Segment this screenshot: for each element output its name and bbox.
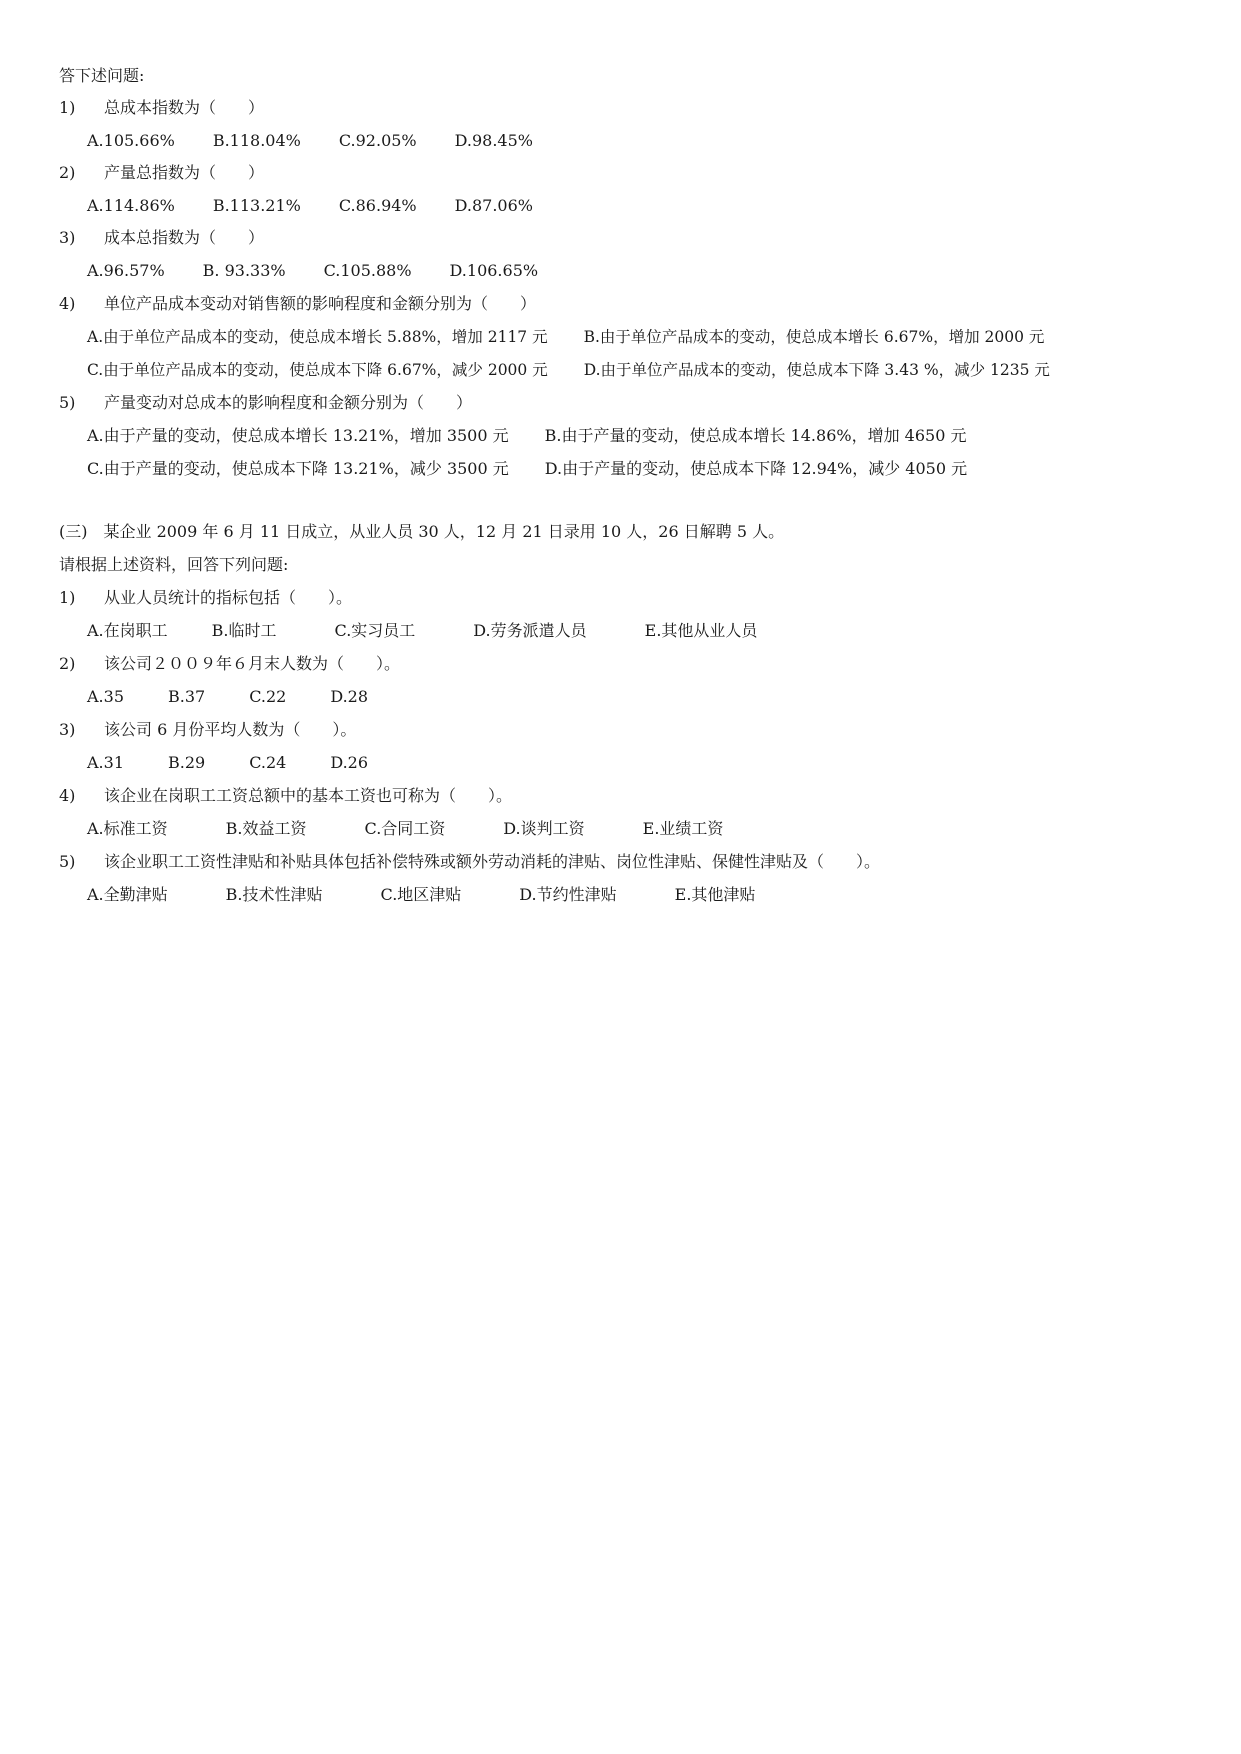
question-4-options-row1 — [87, 327, 1044, 347]
option-d: D.节约性津贴 — [519, 885, 617, 904]
option-b: B.技术性津贴 — [225, 885, 323, 904]
option-c: C.92.05% — [338, 131, 417, 150]
s3-question-2-options — [87, 687, 368, 707]
option-a: A.由于产量的变动，使总成本增长 13.21%，增加 3500 元 — [87, 426, 509, 445]
option-c: C.实习员工 — [334, 621, 416, 640]
option-c: C.86.94% — [338, 196, 417, 215]
option-b: B.由于单位产品成本的变动，使总成本增长 6.67%，增加 2000 元 — [583, 328, 1045, 346]
question-number: 2) — [59, 654, 76, 673]
option-b: B.113.21% — [212, 196, 301, 215]
question-1-options — [87, 131, 533, 151]
question-5-options-row2 — [87, 459, 967, 479]
s3-question-5-options — [87, 885, 755, 905]
option-e: E.业绩工资 — [642, 819, 724, 838]
question-text: 该企业在岗职工工资总额中的基本工资也可称为（ ）。 — [104, 786, 513, 805]
question-2-options — [87, 196, 533, 216]
question-2 — [59, 163, 264, 183]
option-d: D.106.65% — [449, 261, 539, 280]
option-c: C.由于产量的变动，使总成本下降 13.21%，减少 3500 元 — [87, 459, 509, 478]
question-text: 总成本指数为（ ） — [104, 98, 265, 117]
s3-question-4 — [59, 786, 512, 806]
s3-question-1-options — [87, 621, 757, 641]
option-d: D.87.06% — [454, 196, 533, 215]
option-a: A.由于单位产品成本的变动，使总成本增长 5.88%，增加 2117 元 — [87, 328, 548, 346]
option-b: B. 93.33% — [202, 261, 286, 280]
question-text: 产量总指数为（ ） — [104, 163, 265, 182]
option-a: A.标准工资 — [87, 819, 168, 838]
option-d: D.由于产量的变动，使总成本下降 12.94%，减少 4050 元 — [544, 459, 968, 478]
section3-heading: (三) 某企业 2009 年 6 月 11 日成立，从业人员 30 人，12 月 21 日录用 10 人，26 日解聘 5 人。 — [59, 522, 785, 541]
option-a: A.96.57% — [87, 261, 165, 280]
question-number: 3) — [59, 720, 76, 739]
s3-question-5 — [59, 852, 880, 872]
option-d: D.26 — [330, 753, 369, 772]
question-number: 1) — [59, 98, 76, 117]
question-number: 4) — [59, 786, 76, 805]
option-a: A.31 — [87, 753, 124, 772]
option-e: E.其他津贴 — [674, 885, 756, 904]
question-number: 3) — [59, 228, 76, 247]
option-b: B.37 — [168, 687, 206, 706]
option-a: A.在岗职工 — [87, 621, 168, 640]
option-c: C.合同工资 — [364, 819, 446, 838]
question-text: 该企业职工工资性津贴和补贴具体包括补偿特殊或额外劳动消耗的津贴、岗位性津贴、保健性津贴及（ ）。 — [104, 852, 881, 871]
option-a: A.35 — [87, 687, 124, 706]
s3-question-4-options — [87, 819, 723, 839]
question-5-options-row1 — [87, 426, 966, 446]
question-number: 2) — [59, 163, 76, 182]
option-b: B.临时工 — [211, 621, 277, 640]
option-c: C.22 — [249, 687, 287, 706]
question-text: 产量变动对总成本的影响程度和金额分别为（ ） — [104, 393, 473, 412]
option-d: D.谈判工资 — [503, 819, 585, 838]
option-b: B.效益工资 — [225, 819, 307, 838]
option-c: C.地区津贴 — [380, 885, 462, 904]
option-c: C.105.88% — [323, 261, 412, 280]
option-c: C.由于单位产品成本的变动，使总成本下降 6.67%，减少 2000 元 — [87, 361, 548, 379]
question-text: 从业人员统计的指标包括（ ）。 — [104, 588, 353, 607]
option-b: B.29 — [168, 753, 206, 772]
option-d: D.劳务派遣人员 — [473, 621, 587, 640]
question-number: 4) — [59, 294, 76, 313]
option-d: D.98.45% — [454, 131, 533, 150]
s3-question-3-options — [87, 753, 368, 773]
option-d: D.28 — [330, 687, 369, 706]
question-text: 成本总指数为（ ） — [104, 228, 265, 247]
question-3 — [59, 228, 264, 248]
question-4-options-row2 — [87, 360, 1050, 380]
option-b: B.118.04% — [212, 131, 301, 150]
question-number: 1) — [59, 588, 76, 607]
section3-intro: 请根据上述资料，回答下列问题: — [59, 555, 289, 574]
option-b: B.由于产量的变动，使总成本增长 14.86%，增加 4650 元 — [544, 426, 967, 445]
question-5 — [59, 393, 472, 413]
question-3-options — [87, 261, 538, 281]
option-c: C.24 — [249, 753, 287, 772]
option-e: E.其他从业人员 — [644, 621, 758, 640]
option-a: A.114.86% — [87, 196, 175, 215]
s3-question-3 — [59, 720, 356, 740]
question-text: 单位产品成本变动对销售额的影响程度和金额分别为（ ） — [104, 294, 537, 313]
option-a: A.全勤津贴 — [87, 885, 168, 904]
s3-question-2 — [59, 654, 400, 674]
option-d: D.由于单位产品成本的变动，使总成本下降 3.43 %，减少 1235 元 — [583, 361, 1050, 379]
question-1 — [59, 98, 264, 118]
option-a: A.105.66% — [87, 131, 175, 150]
section2-intro: 答下述问题: — [59, 66, 145, 85]
question-text: 该公司２００９年６月末人数为（ ）。 — [104, 654, 401, 673]
question-text: 该公司 6 月份平均人数为（ ）。 — [104, 720, 357, 739]
question-number: 5) — [59, 393, 76, 412]
question-4 — [59, 294, 536, 314]
question-number: 5) — [59, 852, 76, 871]
s3-question-1 — [59, 588, 352, 608]
